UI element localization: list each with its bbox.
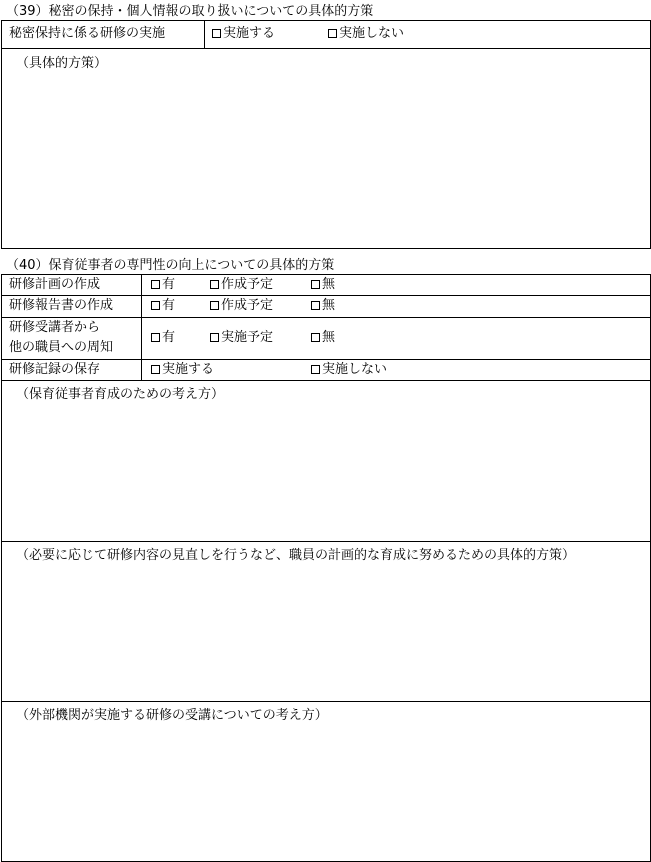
checkbox-icon[interactable] bbox=[311, 333, 320, 342]
share-option-planned[interactable]: 実施予定 bbox=[210, 330, 273, 346]
specific-measures-note: （具体的方策） bbox=[16, 56, 108, 71]
divider bbox=[1, 541, 651, 542]
divider bbox=[1, 359, 651, 360]
record-keeping-label: 研修記録の保存 bbox=[9, 362, 101, 377]
plan-option-yes[interactable]: 有 bbox=[151, 277, 175, 293]
option-not-implement[interactable]: 実施しない bbox=[328, 26, 404, 42]
training-philosophy-note: （保育従事者育成のための考え方） bbox=[16, 387, 225, 402]
share-option-no[interactable]: 無 bbox=[311, 330, 335, 346]
checkbox-icon[interactable] bbox=[151, 280, 160, 289]
record-option-implement[interactable]: 実施する bbox=[151, 362, 214, 378]
plan-option-planned[interactable]: 作成予定 bbox=[210, 277, 273, 293]
divider bbox=[141, 274, 142, 381]
section-40-heading: （40）保育従事者の専門性の向上についての具体的方策 bbox=[6, 258, 335, 273]
checkbox-icon[interactable] bbox=[151, 365, 160, 374]
external-training-note: （外部機関が実施する研修の受講についての考え方） bbox=[16, 708, 328, 723]
report-option-yes[interactable]: 有 bbox=[151, 298, 175, 314]
divider bbox=[1, 380, 651, 381]
plan-option-no[interactable]: 無 bbox=[311, 277, 335, 293]
plan-creation-label: 研修計画の作成 bbox=[9, 277, 101, 292]
divider bbox=[1, 48, 651, 49]
section-39-heading: （39）秘密の保持・個人情報の取り扱いについての具体的方策 bbox=[6, 4, 374, 19]
divider bbox=[204, 20, 205, 49]
checkbox-icon[interactable] bbox=[210, 333, 219, 342]
checkbox-icon[interactable] bbox=[210, 280, 219, 289]
report-option-no[interactable]: 無 bbox=[311, 298, 335, 314]
divider bbox=[1, 295, 651, 296]
option-implement[interactable]: 実施する bbox=[212, 26, 275, 42]
share-label-line1: 研修受講者から bbox=[9, 320, 101, 335]
checkbox-icon[interactable] bbox=[212, 29, 221, 38]
checkbox-icon[interactable] bbox=[210, 301, 219, 310]
checkbox-icon[interactable] bbox=[151, 301, 160, 310]
share-option-yes[interactable]: 有 bbox=[151, 330, 175, 346]
divider bbox=[1, 317, 651, 318]
report-option-planned[interactable]: 作成予定 bbox=[210, 298, 273, 314]
checkbox-icon[interactable] bbox=[311, 301, 320, 310]
report-creation-label: 研修報告書の作成 bbox=[9, 298, 114, 313]
checkbox-icon[interactable] bbox=[151, 333, 160, 342]
divider bbox=[1, 701, 651, 702]
record-option-not-implement[interactable]: 実施しない bbox=[311, 362, 387, 378]
share-label-line2: 他の職員への周知 bbox=[9, 340, 114, 355]
checkbox-icon[interactable] bbox=[328, 29, 337, 38]
checkbox-icon[interactable] bbox=[311, 365, 320, 374]
checkbox-icon[interactable] bbox=[311, 280, 320, 289]
training-review-note: （必要に応じて研修内容の見直しを行うなど、職員の計画的な育成に努めるための具体的方策） bbox=[16, 548, 576, 563]
confidentiality-training-label: 秘密保持に係る研修の実施 bbox=[9, 26, 166, 41]
